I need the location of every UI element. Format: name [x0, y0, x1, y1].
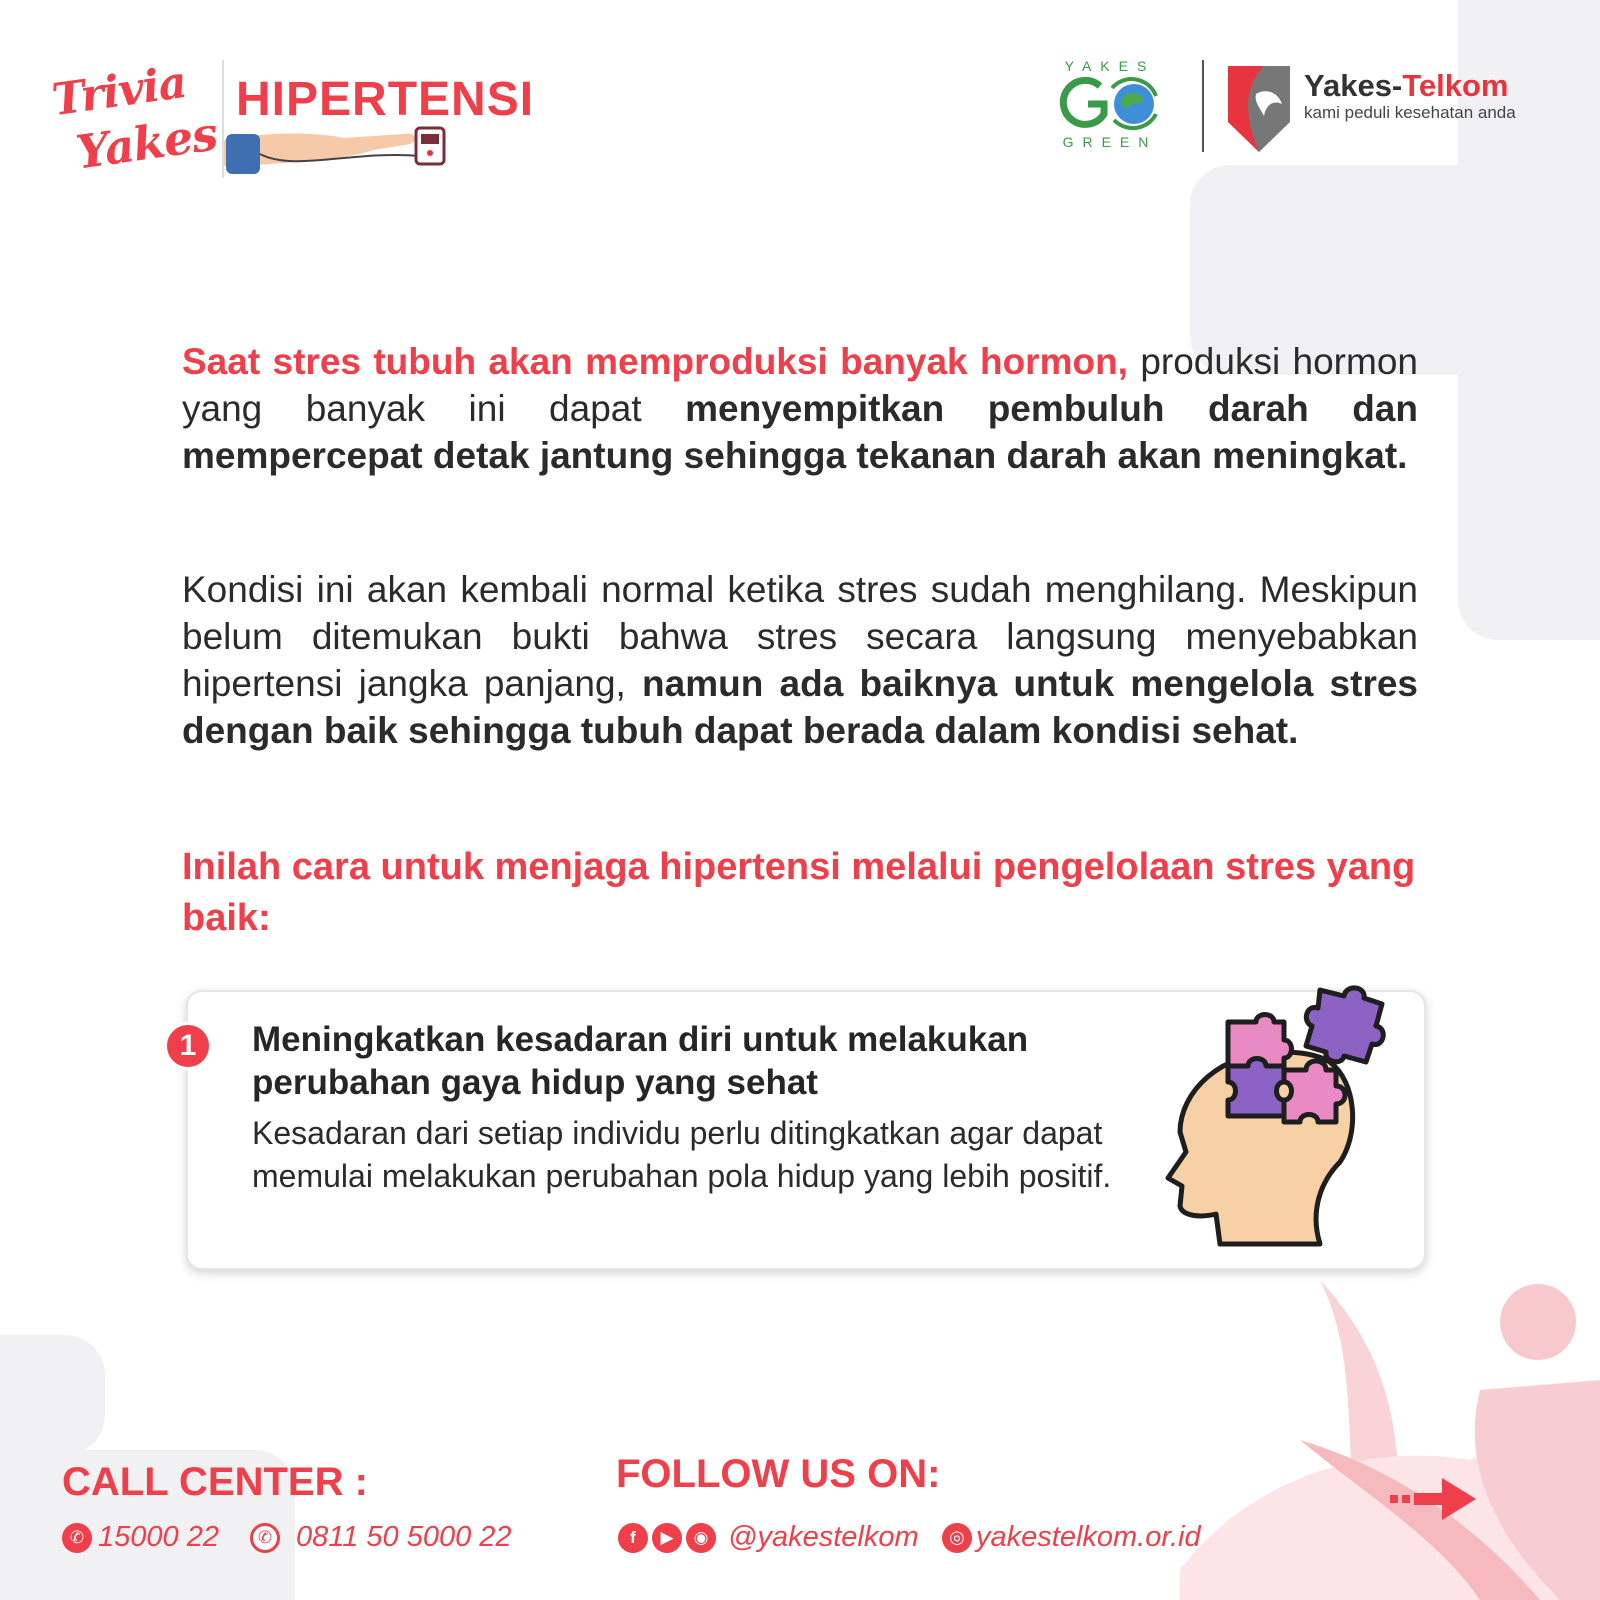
facebook-icon[interactable]: f	[618, 1523, 648, 1553]
whatsapp-icon: ✆	[250, 1523, 280, 1553]
globe-icon	[1056, 76, 1164, 132]
topic-title: HIPERTENSI	[236, 73, 535, 126]
intro-p2-bold: namun ada baiknya untuk mengelola stres dengan baik sehingga tubuh dapat berada dalam kondisi sehat.	[182, 663, 1418, 751]
social-handle[interactable]: @yakestelkom	[728, 1521, 919, 1553]
org-name-part2: Telkom	[1402, 68, 1509, 103]
brand-line1: Trivia	[49, 56, 190, 127]
tip-description: Kesadaran dari setiap individu perlu ditingkatkan agar dapat memulai melakukan perubahan pola hidup yang lebih positif.	[252, 1115, 1112, 1194]
gogreen-bottom-text: GREEN	[1062, 134, 1158, 150]
org-name	[1304, 68, 1509, 104]
intro-paragraph-2	[182, 566, 1418, 754]
phone-hotline-number: 15000 22	[98, 1521, 219, 1553]
phone-whatsapp-number: 0811 50 5000 22	[296, 1521, 512, 1553]
intro-p1-bold: menyempitkan pembuluh darah dan mempercepat detak jantung sehingga tekanan darah akan meningkat.	[182, 388, 1418, 476]
divider	[1202, 60, 1204, 152]
phone-icon: ✆	[62, 1523, 92, 1553]
gogreen-top-text: YAKES	[1064, 58, 1156, 74]
org-name-part1: Yakes-	[1304, 68, 1403, 103]
intro-p1-normal: produksi hormon yang banyak ini dapat	[182, 341, 1418, 429]
blood-pressure-illustration	[224, 120, 464, 180]
youtube-icon[interactable]: ▶	[652, 1523, 682, 1553]
website-url[interactable]: yakestelkom.or.id	[976, 1521, 1201, 1553]
background-shape	[0, 1335, 105, 1455]
yakes-telkom-shield-icon	[1226, 64, 1292, 154]
yakes-go-green-logo	[1050, 56, 1170, 156]
brand-line2: Yakes	[72, 106, 221, 180]
intro-p1-red: Saat stres tubuh akan memproduksi banyak hormon,	[182, 341, 1128, 382]
trivia-yakes-logo	[46, 56, 221, 182]
follow-us-label: FOLLOW US ON:	[616, 1452, 941, 1496]
next-arrow-icon[interactable]	[1390, 1476, 1476, 1522]
phone-whatsapp[interactable]	[250, 1521, 512, 1554]
call-center-label: CALL CENTER :	[62, 1460, 368, 1504]
social-links[interactable]	[618, 1521, 919, 1554]
intro-paragraph-1	[182, 338, 1418, 479]
org-tagline: kami peduli kesehatan anda	[1304, 103, 1516, 122]
intro-p2-normal: Kondisi ini akan kembali normal ketika stres sudah menghilang. Meskipun belum ditemukan bukti bahwa stres secara langsung menyebabkan hipertensi jangka panjang,	[182, 569, 1418, 704]
tip-title: Meningkatkan kesadaran diri untuk melakukan perubahan gaya hidup yang sehat	[252, 1020, 1029, 1102]
instagram-icon[interactable]: ◉	[686, 1523, 716, 1553]
website-link[interactable]	[942, 1521, 1201, 1554]
phone-hotline[interactable]	[62, 1521, 219, 1554]
globe-icon: ◎	[942, 1523, 972, 1553]
head-puzzle-icon	[1160, 982, 1410, 1250]
decorative-figure	[1180, 1240, 1600, 1600]
tip-number-badge: 1	[164, 1022, 212, 1070]
section-heading: Inilah cara untuk menjaga hipertensi melalui pengelolaan stres yang baik:	[182, 846, 1416, 939]
